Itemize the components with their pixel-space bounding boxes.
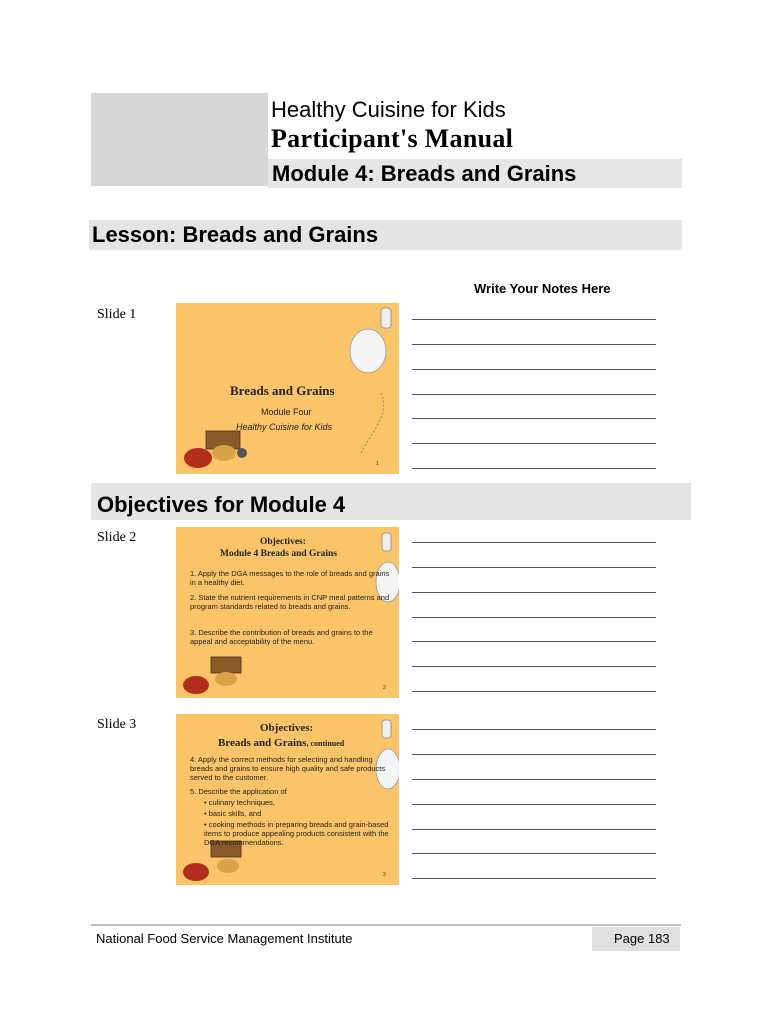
note-line[interactable] [412,878,656,879]
slide-2-item-3: 3. Describe the contribution of breads and grains to the appeal and acceptability of the menu. [190,628,373,646]
note-line[interactable] [412,567,656,568]
program-title: Healthy Cuisine for Kids [271,97,506,122]
note-line[interactable] [412,443,656,444]
note-line[interactable] [412,853,656,854]
note-line[interactable] [412,418,656,419]
slide-label-2: Slide 2 [97,530,137,545]
slide-label-3: Slide 3 [97,717,137,732]
note-line[interactable] [412,394,656,395]
note-line[interactable] [412,779,656,780]
slide-1-title: Breads and Grains [230,383,335,398]
slide-2-item-1: 1. Apply the DGA messages to the role of breads and grains in a healthy diet. [190,569,390,587]
note-line[interactable] [412,617,656,618]
footer-rule [91,924,681,926]
slide-1-subtitle: Module Four [261,407,312,417]
note-line[interactable] [412,804,656,805]
slide-thumbnail-2 [176,527,399,698]
slide-3-number: 3 [383,872,386,878]
note-line[interactable] [412,542,656,543]
slide-3-subtitle [218,737,344,749]
note-line[interactable] [412,829,656,830]
note-line[interactable] [412,468,656,469]
note-line[interactable] [412,754,656,755]
note-line[interactable] [412,319,656,320]
note-line[interactable] [412,344,656,345]
slide-3-subtitle-suffix: , continued [306,739,345,748]
slide-label-1: Slide 1 [97,307,137,322]
module-title: Module 4: Breads and Grains [272,161,577,186]
note-line[interactable] [412,369,656,370]
slide-2-item-2: 2. State the nutrient requirements in CNP meal patterns and program standards related to breads and grains. [190,593,390,611]
objectives-title: Objectives for Module 4 [97,492,346,517]
note-line[interactable] [412,592,656,593]
note-line[interactable] [412,641,656,642]
slide-2-title: Objectives: [260,537,306,547]
slide-1-subtitle2: Healthy Cuisine for Kids [236,422,333,432]
note-line[interactable] [412,666,656,667]
slide-3-item-4: 4. Apply the correct methods for selecting and handling breads and grains to ensure high quality and safe products served to the customer. [190,755,386,782]
slide-3-title: Objectives: [260,722,314,734]
slide-2-subtitle: Module 4 Breads and Grains [220,549,338,559]
note-line[interactable] [412,691,656,692]
manual-title: Participant's Manual [271,124,514,153]
note-line[interactable] [412,729,656,730]
page-number: Page 183 [614,931,670,946]
slide-1-number: 1 [376,461,379,467]
slide-thumbnail-1 [176,303,399,474]
footer-institute: National Food Service Management Institute [96,931,353,946]
lesson-title: Lesson: Breads and Grains [92,222,379,247]
slide-3-subitem-3: • cooking methods in preparing breads and grain-based items to produce appealing products consistent with the DGA recommendations. [204,820,389,847]
slide-3-item-5: 5. Describe the application of [190,787,287,796]
slide-3-subitem-1: • culinary techniques, [204,798,276,807]
slide-2-number: 2 [383,685,386,691]
notes-heading: Write Your Notes Here [474,281,611,296]
slide-3-subitem-2: • basic skills, and [204,809,262,818]
header-gray-box [91,93,268,186]
slide-thumbnail-3 [176,714,399,885]
slide-3-subtitle-main: Breads and Grains [218,737,307,749]
